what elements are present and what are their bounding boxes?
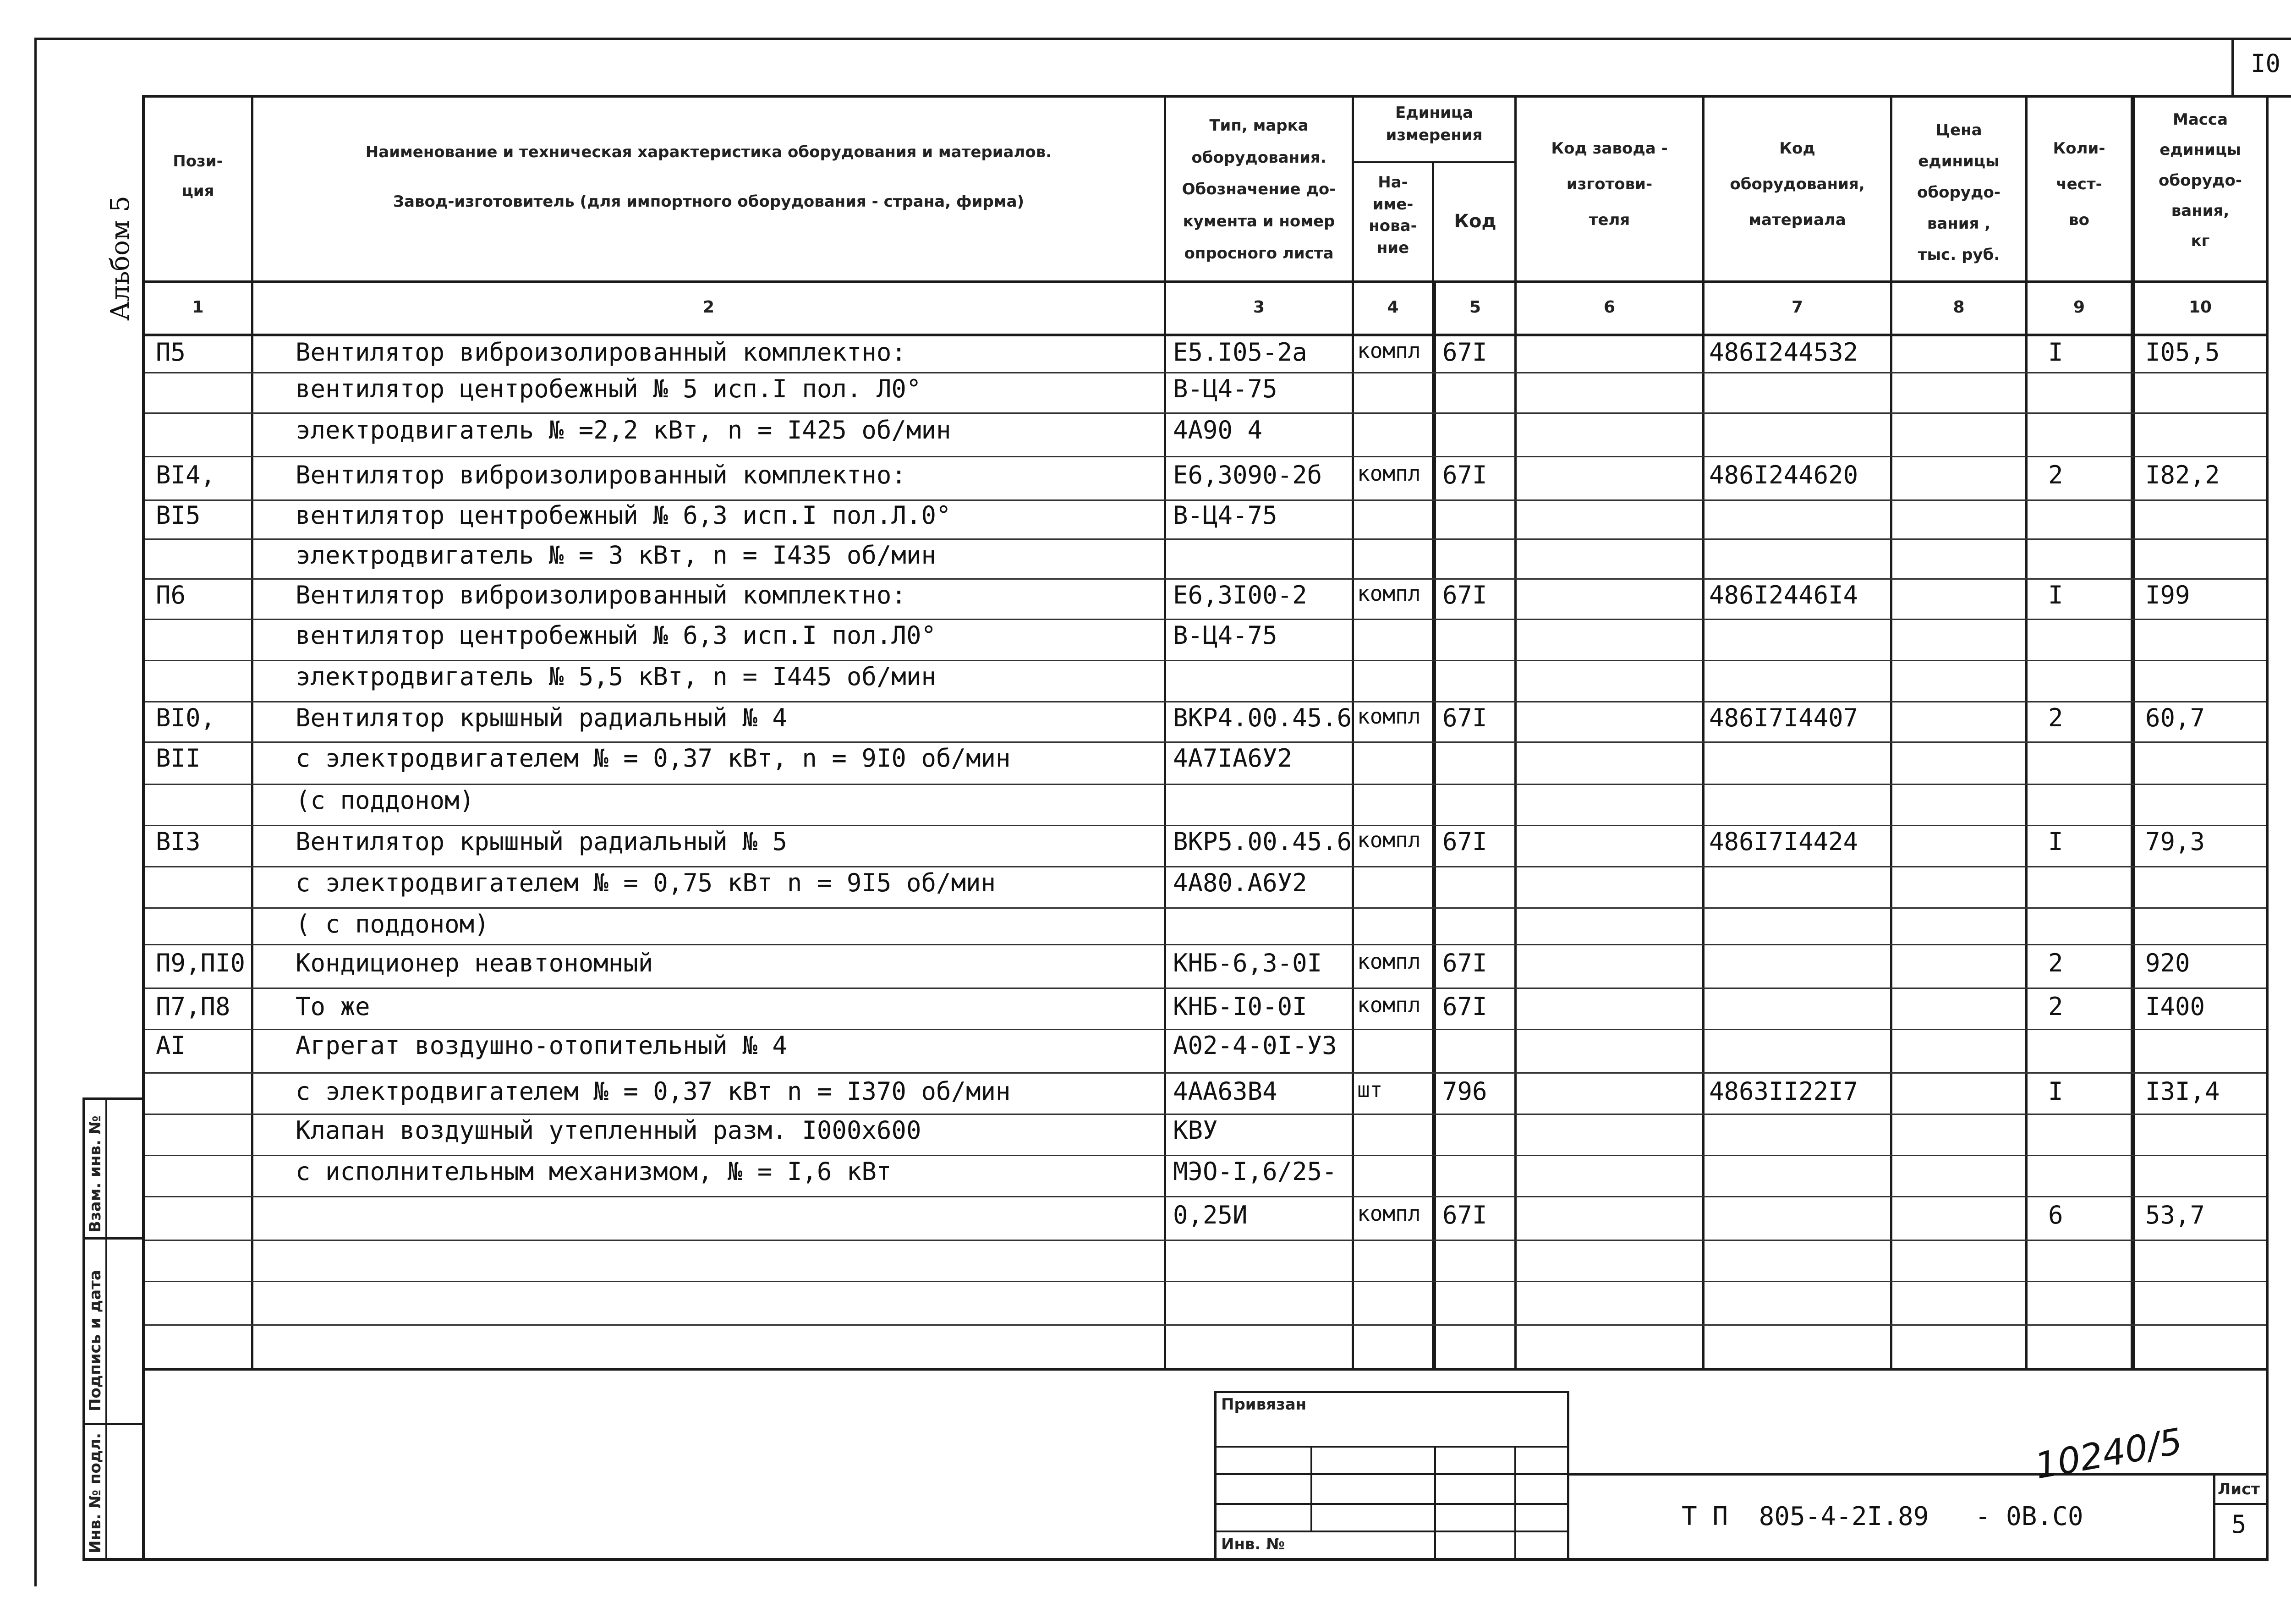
cell-quantity: I bbox=[2048, 1077, 2063, 1106]
cell-position: П9,ПI0 bbox=[156, 949, 246, 977]
cell-unit: компл bbox=[1357, 993, 1421, 1017]
side-stamp-inv: Инв. № подл. bbox=[86, 1432, 104, 1553]
colnum-3: 3 bbox=[1253, 298, 1265, 317]
cell-name: Вентилятор виброизолированный комплектно: bbox=[296, 338, 906, 367]
cell-unit: компл bbox=[1357, 581, 1421, 606]
cell-position: П7,П8 bbox=[156, 992, 230, 1021]
cell-equip-code: 486I2446I4 bbox=[1709, 581, 1858, 609]
row-rule bbox=[145, 866, 2266, 867]
side-stamp-div1 bbox=[82, 1237, 145, 1240]
header-price: Цена единицы оборудо- вания , тыс. руб. bbox=[1917, 121, 2001, 264]
cell-name: (с поддоном) bbox=[296, 786, 475, 815]
cell-unit-code: 67I bbox=[1442, 338, 1487, 367]
cell-type: 4АА63В4 bbox=[1173, 1077, 1277, 1106]
colnum-1: 1 bbox=[192, 298, 204, 317]
binding-col3 bbox=[1514, 1446, 1516, 1558]
row-rule bbox=[145, 1114, 2266, 1115]
cell-quantity: 2 bbox=[2048, 461, 2063, 489]
cell-unit-code: 67I bbox=[1442, 703, 1487, 732]
page-number-box-left bbox=[2231, 38, 2234, 97]
cell-type: Е5.I05-2а bbox=[1173, 338, 1307, 367]
header-mass: Масса единицы оборудо- вания, кг bbox=[2159, 110, 2242, 251]
row-rule bbox=[145, 660, 2266, 661]
header-factory-code: Код завода - изготови- теля bbox=[1551, 139, 1668, 230]
cell-quantity: 2 bbox=[2048, 703, 2063, 732]
cell-mass: I05,5 bbox=[2145, 338, 2220, 367]
binding-inv-label: Инв. № bbox=[1221, 1535, 1285, 1553]
row-rule bbox=[145, 619, 2266, 620]
cell-unit: компл bbox=[1357, 828, 1421, 852]
cell-quantity: 2 bbox=[2048, 992, 2063, 1021]
row-rule bbox=[145, 538, 2266, 540]
header-equip-code: Код оборудования, материала bbox=[1730, 139, 1865, 230]
row-rule bbox=[145, 1196, 2266, 1197]
cell-name: Вентилятор крышный радиальный № 5 bbox=[296, 827, 787, 856]
cell-unit: компл bbox=[1357, 1201, 1421, 1226]
cell-type: КНБ-I0-0I bbox=[1173, 992, 1307, 1021]
binding-title: Привязан bbox=[1221, 1395, 1307, 1414]
cell-type: 4А90 4 bbox=[1173, 416, 1263, 444]
cell-equip-code: 486I7I4424 bbox=[1709, 827, 1858, 856]
colnum-8: 8 bbox=[1953, 298, 1965, 317]
col-line-8 bbox=[2025, 95, 2028, 1371]
row-rule bbox=[145, 372, 2266, 373]
header-name-line2: Завод-изготовитель (для импортного оборудования - страна, фирма) bbox=[393, 192, 1025, 211]
cell-unit-code: 67I bbox=[1442, 827, 1487, 856]
cell-unit-code: 67I bbox=[1442, 461, 1487, 489]
cell-unit: компл bbox=[1357, 338, 1421, 363]
cell-position: ВI5 bbox=[156, 501, 201, 530]
row-rule bbox=[145, 1029, 2266, 1030]
cell-unit-code: 67I bbox=[1442, 992, 1487, 1021]
cell-unit: компл bbox=[1357, 704, 1421, 729]
cell-name: с электродвигателем № = 0,75 кВт n = 9I5 об/мин bbox=[296, 868, 996, 897]
cell-mass: 920 bbox=[2145, 949, 2190, 977]
page-number: I0 bbox=[2251, 49, 2281, 78]
cell-name: Вентилятор виброизолированный комплектно: bbox=[296, 461, 906, 489]
cell-type: В-Ц4-75 bbox=[1173, 374, 1277, 403]
cell-mass: 53,7 bbox=[2145, 1201, 2205, 1229]
cell-type: КНБ-6,3-0I bbox=[1173, 949, 1322, 977]
col-line-7 bbox=[1890, 95, 1892, 1371]
cell-mass: I400 bbox=[2145, 992, 2205, 1021]
side-stamp-left bbox=[82, 1097, 85, 1561]
colnum-4: 4 bbox=[1387, 298, 1399, 317]
table-right bbox=[2266, 95, 2269, 1561]
cell-type: Е6,3090-2б bbox=[1173, 461, 1322, 489]
row-rule bbox=[145, 825, 2266, 826]
sheet-label: Лист bbox=[2218, 1480, 2260, 1498]
cell-type: 4А7IА6У2 bbox=[1173, 744, 1293, 773]
cell-type: 0,25И bbox=[1173, 1201, 1248, 1229]
album-label: Альбом 5 bbox=[105, 196, 135, 321]
row-rule bbox=[145, 1324, 2266, 1326]
cell-quantity: 6 bbox=[2048, 1201, 2063, 1229]
cell-position: ВI0, bbox=[156, 703, 216, 732]
cell-type: МЭО-I,6/25- bbox=[1173, 1157, 1337, 1186]
header-unit-name: На- име- нова- ние bbox=[1369, 173, 1417, 257]
cell-name: Вентилятор виброизолированный комплектно: bbox=[296, 581, 906, 609]
cell-name: электродвигатель № 5,5 кВт, n = I445 об/мин bbox=[296, 662, 936, 691]
cell-position: П5 bbox=[156, 338, 186, 367]
header-quantity: Коли- чест- во bbox=[2053, 139, 2105, 230]
cell-mass: 60,7 bbox=[2145, 703, 2205, 732]
cell-name: электродвигатель № = 3 кВт, n = I435 об/мин bbox=[296, 541, 936, 570]
side-stamp-podpis: Подпись и дата bbox=[86, 1270, 104, 1411]
header-unit-group: Единица измерения bbox=[1386, 104, 1483, 145]
sheet-box-left bbox=[2213, 1473, 2215, 1558]
cell-type: 4А80.А6У2 bbox=[1173, 868, 1307, 897]
row-rule bbox=[145, 499, 2266, 501]
binding-top bbox=[1214, 1391, 1569, 1393]
col-line-9 bbox=[2131, 95, 2135, 1371]
side-stamp-div2 bbox=[82, 1423, 145, 1425]
cell-name: с электродвигателем № = 0,37 кВт n = I370 об/мин bbox=[296, 1077, 1011, 1106]
colnum-bottom bbox=[142, 334, 2268, 336]
row-rule bbox=[145, 456, 2266, 457]
cell-name: вентилятор центробежный № 5 исп.I пол. Л0° bbox=[296, 374, 921, 403]
header-type: Тип, марка оборудования. Обозначение до- кумента и номер опросного листа bbox=[1182, 116, 1336, 263]
cell-unit: компл bbox=[1357, 949, 1421, 974]
colnum-10: 10 bbox=[2188, 298, 2212, 317]
colnum-6: 6 bbox=[1603, 298, 1616, 317]
header-bottom bbox=[142, 280, 2268, 283]
cell-name: с исполнительным механизмом, № = I,6 кВт bbox=[296, 1157, 892, 1186]
cell-type: ВКР5.00.45.6 bbox=[1173, 827, 1352, 856]
cell-type: КВУ bbox=[1173, 1116, 1218, 1145]
cell-name: Агрегат воздушно-отопительный № 4 bbox=[296, 1031, 787, 1060]
table-top bbox=[142, 95, 2291, 98]
header-unit-code: Код bbox=[1454, 211, 1496, 232]
cell-quantity: I bbox=[2048, 581, 2063, 609]
cell-unit-code: 67I bbox=[1442, 1201, 1487, 1229]
title-block-top bbox=[1569, 1473, 2268, 1476]
outer-frame-top bbox=[34, 38, 2291, 40]
cell-name: вентилятор центробежный № 6,3 исп.I пол.Л0° bbox=[296, 621, 936, 650]
col-line-4b bbox=[1432, 283, 1436, 1371]
cell-name: Кондиционер неавтономный bbox=[296, 949, 653, 977]
col-line-3 bbox=[1352, 95, 1354, 1371]
cell-mass: I99 bbox=[2145, 581, 2190, 609]
binding-col1 bbox=[1310, 1446, 1312, 1531]
row-rule bbox=[145, 1240, 2266, 1241]
col-line-5 bbox=[1514, 95, 1517, 1371]
side-stamp-vzam: Взам. инв. № bbox=[86, 1115, 104, 1233]
side-stamp-mid bbox=[105, 1097, 107, 1561]
row-rule bbox=[145, 1072, 2266, 1074]
row-rule bbox=[145, 741, 2266, 743]
sheet-number: 5 bbox=[2231, 1510, 2247, 1539]
binding-col2 bbox=[1434, 1446, 1436, 1558]
handwritten-number: 10240/5 bbox=[2032, 1421, 2186, 1487]
col-line-6 bbox=[1702, 95, 1705, 1371]
cell-name: ( с поддоном) bbox=[296, 910, 489, 938]
colnum-5: 5 bbox=[1469, 298, 1481, 317]
row-rule bbox=[145, 412, 2266, 414]
outer-frame-left bbox=[34, 38, 37, 1586]
table-body-bottom bbox=[142, 1368, 2268, 1371]
cell-type: ВКР4.00.45.6 bbox=[1173, 703, 1352, 732]
row-rule bbox=[145, 701, 2266, 702]
cell-unit-code: 67I bbox=[1442, 949, 1487, 977]
row-rule bbox=[145, 988, 2266, 989]
side-stamp-top bbox=[82, 1097, 145, 1100]
col-line-1 bbox=[251, 95, 253, 1371]
cell-name: электродвигатель № =2,2 кВт, n = I425 об/мин bbox=[296, 416, 951, 444]
cell-type: Е6,3I00-2 bbox=[1173, 581, 1307, 609]
cell-position: ВI3 bbox=[156, 827, 201, 856]
cell-position: ВII bbox=[156, 744, 201, 773]
cell-position: АI bbox=[156, 1031, 186, 1060]
cell-type: В-Ц4-75 bbox=[1173, 621, 1277, 650]
cell-equip-code: 4863II22I7 bbox=[1709, 1077, 1858, 1106]
cell-unit: шт bbox=[1357, 1077, 1383, 1102]
colnum-2: 2 bbox=[702, 298, 715, 317]
frame-bottom bbox=[82, 1558, 2268, 1561]
cell-name: вентилятор центробежный № 6,3 исп.I пол.Л.0° bbox=[296, 501, 951, 530]
cell-equip-code: 486I244620 bbox=[1709, 461, 1858, 489]
cell-position: П6 bbox=[156, 581, 186, 609]
cell-position: ВI4, bbox=[156, 461, 216, 489]
row-rule bbox=[145, 907, 2266, 909]
cell-equip-code: 486I7I4407 bbox=[1709, 703, 1858, 732]
header-position: Пози- ция bbox=[173, 152, 223, 200]
cell-mass: 79,3 bbox=[2145, 827, 2205, 856]
cell-name: Клапан воздушный утепленный разм. I000х600 bbox=[296, 1116, 921, 1145]
cell-equip-code: 486I244532 bbox=[1709, 338, 1858, 367]
col-line-2 bbox=[1164, 95, 1166, 1371]
row-rule bbox=[145, 784, 2266, 785]
cell-unit: компл bbox=[1357, 461, 1421, 486]
sheet-box-div bbox=[2213, 1503, 2268, 1505]
cell-quantity: 2 bbox=[2048, 949, 2063, 977]
cell-quantity: I bbox=[2048, 338, 2063, 367]
cell-unit-code: 67I bbox=[1442, 581, 1487, 609]
cell-unit-code: 796 bbox=[1442, 1077, 1487, 1106]
row-rule bbox=[145, 578, 2266, 580]
colnum-7: 7 bbox=[1791, 298, 1803, 317]
cell-name: Вентилятор крышный радиальный № 4 bbox=[296, 703, 787, 732]
cell-quantity: I bbox=[2048, 827, 2063, 856]
row-rule bbox=[145, 1155, 2266, 1156]
colnum-9: 9 bbox=[2073, 298, 2085, 317]
cell-mass: I3I,4 bbox=[2145, 1077, 2220, 1106]
cell-type: В-Ц4-75 bbox=[1173, 501, 1277, 530]
cell-name: с электродвигателем № = 0,37 кВт, n = 9I0 об/мин bbox=[296, 744, 1011, 773]
cell-mass: I82,2 bbox=[2145, 461, 2220, 489]
header-name-line1: Наименование и техническая характеристика оборудования и материалов. bbox=[365, 143, 1052, 161]
document-designation: Т П 805-4-2I.89 - 0В.С0 bbox=[1682, 1502, 2083, 1531]
cell-type: А02-4-0I-У3 bbox=[1173, 1031, 1337, 1060]
row-rule bbox=[145, 1281, 2266, 1282]
cell-name: То же bbox=[296, 992, 370, 1021]
row-rule bbox=[145, 944, 2266, 945]
